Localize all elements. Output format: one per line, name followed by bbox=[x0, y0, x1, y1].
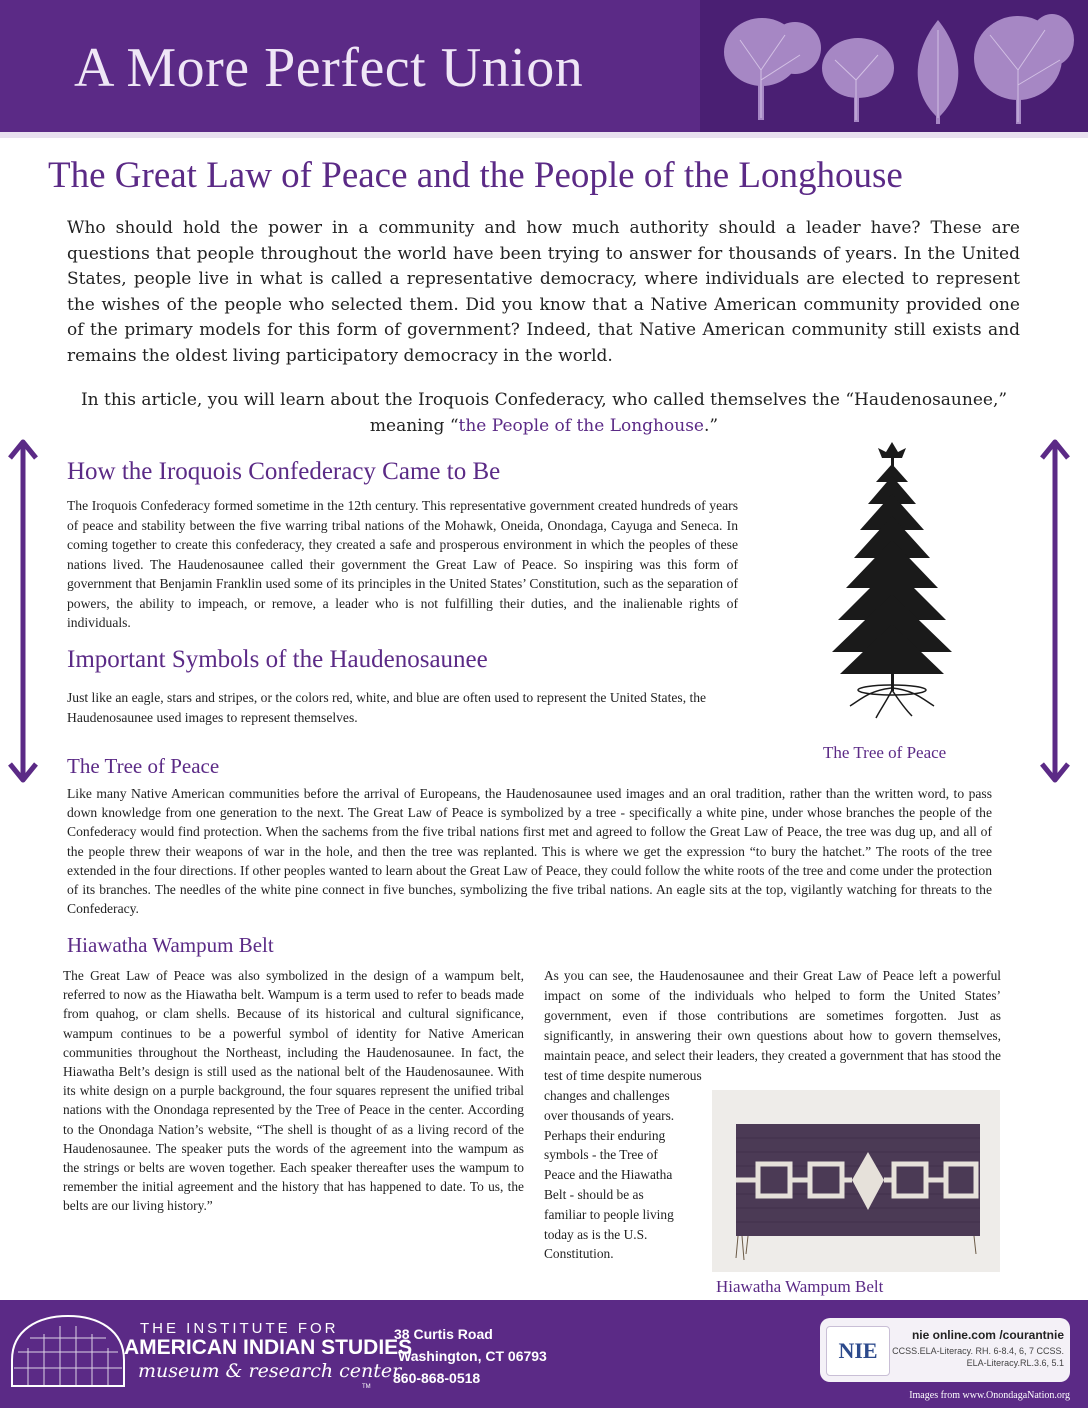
hiawatha-wampum-belt-image bbox=[712, 1090, 1000, 1272]
header-divider bbox=[0, 132, 1088, 138]
section-text-wampum-right: As you can see, the Haudenosaunee and their Great Law of Peace left a powerful impact on some of the individuals who helped to form the United States’ government, even if those contributions are sometimes forgotten. Just as significantly, in answering their own questions about how to govern themselves, maintain peace, and select their leaders, they created a government that has stood the test of time despite numerous bbox=[544, 968, 1001, 1083]
trees-icon bbox=[700, 0, 1088, 132]
longhouse-logo-icon bbox=[8, 1308, 128, 1392]
intro-lead-meaning: meaning “ bbox=[369, 415, 459, 436]
tree-of-peace-image bbox=[820, 438, 970, 723]
institute-line-2: AMERICAN INDIAN STUDIES bbox=[124, 1336, 413, 1359]
footer-address-1: 38 Curtis Road bbox=[394, 1326, 493, 1342]
narrow-line: symbols - the Tree of bbox=[544, 1147, 658, 1163]
institute-line-1: THE INSTITUTE FOR bbox=[140, 1320, 339, 1337]
narrow-line: changes and challenges bbox=[544, 1088, 670, 1103]
narrow-line: Constitution. bbox=[544, 1246, 614, 1262]
narrow-line: over thousands of years. bbox=[544, 1107, 675, 1123]
intro-lead-highlight: the People of the Longhouse bbox=[458, 415, 704, 436]
narrow-line: Peace and the Hiawatha bbox=[544, 1167, 673, 1183]
right-double-arrow-icon bbox=[1038, 436, 1072, 786]
trademark-mark: TM bbox=[362, 1384, 371, 1390]
intro-lead-end: .” bbox=[703, 415, 719, 436]
intro-lead bbox=[60, 388, 1028, 439]
section-text-symbols: Just like an eagle, stars and stripes, or the colors red, white, and blue are often used to represent the United States, the Haudenosaunee used images to represent themselves. bbox=[67, 690, 707, 725]
narrow-line: Perhaps their enduring bbox=[544, 1127, 666, 1143]
standards-line-2: ELA-Literacy.RL.3.6, 5.1 bbox=[966, 1358, 1064, 1368]
standards-line-1: CCSS.ELA-Literacy. RH. 6-8.4, 6, 7 CCSS. bbox=[892, 1346, 1064, 1356]
footer-phone: 860-868-0518 bbox=[393, 1370, 481, 1386]
intro-paragraph: Who should hold the power in a community and how much authority should a leader have? These are questions that people throughout the world have been trying to answer for thousands of years. In the United States, people live in what is called a representative democracy, where individuals are elected to represent the wishes of the people who selected them. Did you know that a Native American community provided one of the primary models for this form of government? Indeed, that Native American community still exists and remains the oldest living participatory democracy in the world. bbox=[67, 218, 1020, 366]
nie-logo: NIE bbox=[826, 1326, 890, 1376]
narrow-line: today as is the U.S. bbox=[544, 1226, 648, 1242]
institute-line-3: museum & research center bbox=[138, 1360, 402, 1382]
intro-lead-text: In this article, you will learn about the Iroquois Confederacy, who called themselves the “Haudenosaunee,” bbox=[80, 390, 1008, 410]
section-heading-confederacy: How the Iroquois Confederacy Came to Be bbox=[67, 458, 501, 485]
section-heading-tree: The Tree of Peace bbox=[67, 754, 220, 778]
left-double-arrow-icon bbox=[6, 436, 40, 786]
belt-caption: Hiawatha Wampum Belt bbox=[716, 1277, 884, 1296]
footer-address-2: Washington, CT 06793 bbox=[398, 1348, 547, 1364]
page-title: The Great Law of Peace and the People of the Longhouse bbox=[48, 155, 903, 196]
narrow-line: Belt - should be as bbox=[544, 1186, 644, 1202]
section-text-wampum-narrow bbox=[544, 1086, 704, 1264]
section-text-confederacy: The Iroquois Confederacy formed sometime in the 12th century. This representative government created hundreds of years of peace and stability between the five warring tribal nations of the Mohawk, Oneida, Onondaga, Cayuga and Seneca. In coming together to create this confederacy, they created a safe and prosperous environment in which the peoples of these nations lived. The Haudenosaunee called their government the Great Law of Peace. So inspiring was this form of government that Benjamin Franklin used some of its principles in the United States’ Constitution, such as the separation of powers, the ability to impeach, or remove, a leader who is not fulfilling their duties, and the inalienable rights of individuals. bbox=[67, 498, 738, 630]
header-tree-illustrations bbox=[700, 0, 1088, 132]
header-title: A More Perfect Union bbox=[74, 37, 584, 99]
narrow-line: familiar to people living bbox=[544, 1206, 674, 1222]
section-text-wampum-left: The Great Law of Peace was also symbolized in the design of a wampum belt, referred to now as the Hiawatha belt. Wampum is a term used to refer to beads made from quahog, or clam shells. Because of its historical and cultural significance, wampum continues to be a powerful symbol of identity for Native American communities throughout the Northeast, including the Haudenosaunee. In fact, the Hiawatha Belt’s design is still used as the national belt of the Haudenosaunee. With its white design on a purple background, the four squares represent the unified tribal nations with the Onondaga represented by the Tree of Peace in the center. According to the Onondaga Nation’s website, “The shell is thought of as a living record of the Haudenosaunee. The speaker puts the words of the agreement into the wampum as the strings or belts are woven together. Each speaker thereafter uses the wampum to remember the initial agreement and the history that has happened to date. To us, the belts are our living history.” bbox=[63, 968, 524, 1214]
image-credit: Images from www.OnondagaNation.org bbox=[909, 1390, 1070, 1401]
nie-url-link[interactable]: nie online.com /courantnie bbox=[911, 1328, 1064, 1342]
tree-caption: The Tree of Peace bbox=[823, 743, 947, 762]
section-heading-symbols: Important Symbols of the Haudenosaunee bbox=[67, 646, 488, 673]
section-text-tree: Like many Native American communities before the arrival of Europeans, the Haudenosaunee used images and an oral tradition, rather than the written word, to pass down knowledge from one generation to the next. The Great Law of Peace is symbolized by a tree - specifically a white pine, under whose branches the people of the Confederacy would find protection. When the sachems from the five tribal nations first met and agreed to follow the Great Law of Peace, the tree was dug up, and all of the people threw their weapons of war in the hole, and then the tree was replanted. This is where we get the expression “to bury the hatchet.” The roots of the tree extended in the four directions. If other peoples wanted to learn about the Great Law of Peace, they could follow the white roots of the tree and come under the protection of its branches. The needles of the white pine connect in five bunches, symbolizing the five tribal nations. An eagle sits at the top, vigilantly watching for threats to the Confederacy. bbox=[67, 786, 992, 917]
section-heading-wampum: Hiawatha Wampum Belt bbox=[67, 933, 274, 957]
